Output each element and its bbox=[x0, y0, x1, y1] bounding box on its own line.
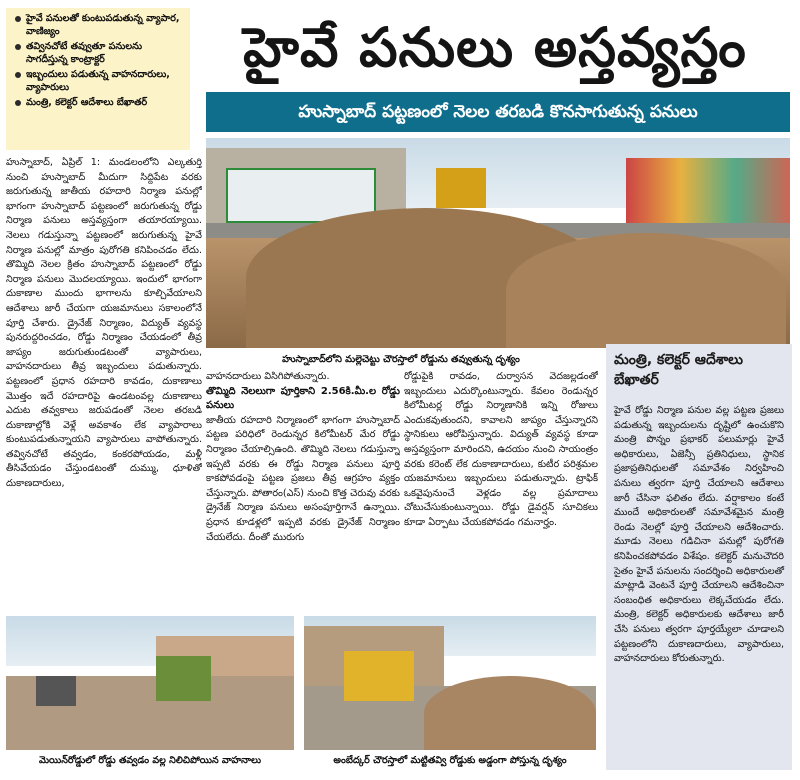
headline: హైవే పనులు అస్తవ్యస్తం bbox=[243, 15, 747, 79]
bottom-right-photo bbox=[304, 616, 596, 750]
article-text: హుస్నాబాద్, ఏప్రిల్ 1: మండలంలోని ఎల్కతుర్తి నుంచి హుస్నాబాద్ మీదుగా సిద్దిపేట వరకు జరుగుతున్న జాతీయ రహదారి నిర్మాణ పనుల్లో భాగంగా హుస్నాబాద్ పట్టణంలో జరుగుతున్న రోడ్డు నిర్మాణ పనులు అస్తవ్యస్తంగా తయారయ్యాయి. నెలలు గడుస్తున్నా పట్టణంలో జరుగుతున్న హైవే నిర్మాణ పనుల్లో మాత్రం పురోగతి కనిపించడం లేదు. తొమ్మిది నెలల క్రితం హుస్నాబాద్ పట్టణంలో రోడ్డు నిర్మాణ పనులు మొదలయ్యాయి. ఇందులో భాగంగా దుకాణాల ముందు భాగాలను కూల్చివేయాలని ఆదేశాలు జారీ చేయగా యజమానులు సకాలంలోనే పూర్తి చేశారు. డ్రైనేజ్ నిర్మాణం, విద్యుత్ వ్యవస్థ పునరుద్దరించడం, రోడ్డు నిర్మాణం చేయడంలో తీవ్ర జాప్యం జరుగుతుండటంతో వ్యాపారులు, వాహనదారులు తీవ్ర ఇబ్బందులు పడుతున్నారు. పట్టణంలో ప్రధాన రహదారి కావడం, దుకాణాలు మొత్తం ఇదే రహదారిపై ఉండటంవల్ల దుకాణాలు ఎదుట తవ్వకాలు జరుపడంతో నెలల తరబడి దుకాణాల్లోకి వెళ్లే అవకాశం లేక వ్యాపారాలు కుంటుపడుతున్నాయని వ్యాపారులు వాపోతున్నారు. తవ్వినచోటే తవ్వడం, కంకరపోయడం, మళ్లీ తీసివేయడం చేస్తుండటంతో దుమ్ము, ధూళితో దుకాణదారులు, bbox=[6, 157, 202, 490]
highlight-item: తవ్వినచోటే తవ్వుతూ పనులను సాగదీస్తున్న కాంట్రాక్టర్ bbox=[14, 40, 184, 66]
article-text: వాహనదారులు విసిగిపోతున్నారు. bbox=[206, 371, 330, 382]
main-photo-caption: హుస్నాబాద్‌లోని మల్లెచెట్టు చౌరస్తాలో రోడ్డును తవ్వుతున్న దృశ్యం bbox=[282, 354, 520, 365]
bottom-right-caption: అంబేద్కర్ చౌరస్తాలో మట్టితవ్వి రోడ్డుకు అడ్డంగా పోస్తున్న దృశ్యం bbox=[333, 755, 567, 766]
article-subheading: తొమ్మిది నెలలుగా పూర్తికాని 2.56కి.మీ.ల రోడ్డు పనులు bbox=[206, 385, 400, 412]
jcb-shape bbox=[344, 651, 414, 701]
article-column-2 bbox=[206, 370, 400, 606]
article-text: రోడ్డుపైకి రావడం, దుర్వాసన వెదజల్లడంతో ఇబ్బందులు ఎదుర్కొంటున్నారు. కేవలం రెండున్నర కిలోమీటర్ల రోడ్డు నిర్మాణానికి ఇన్ని రోజులు ఎందుకవుతుందని, కావాలని జాప్యం చేస్తున్నారని స్థానికులు ఆరోపిస్తున్నారు. విద్యుత్ వ్యవస్థ కూడా అస్తవ్యస్తంగా మారిందని, ఉదయం నుంచి సాయంత్రం వరకు కరెంట్ లేక దుకాణాదారులు, కుటీర పరిశ్రమల యజమానులు ఇబ్బందులు పడుతున్నారు. ట్రాఫిక్ ఒకవైపునుంచే వెళ్లడం వల్ల ప్రమాదాలు చోటుచేసుకుంటున్నాయి. రోడ్డు డైవర్షన్ సూచికలు కూడా ఏర్పాటు చేయకపోవడం గమనార్హం. bbox=[404, 371, 598, 528]
sidebar-text: హైవే రోడ్డు నిర్మాణ పనుల వల్ల పట్టణ ప్రజలు పడుతున్న ఇబ్బందులను దృష్టిలో ఉంచుకొని మంత్రి పొన్నం ప్రభాకర్ పలుమార్లు హైవే అధికారులు, ఏజెన్సీ ప్రతినిధులు, స్థానిక ప్రజాప్రతినిధులతో సమావేశం నిర్వహించి పనులు త్వరగా పూర్తి చేయాలని ఆదేశాలు జారీ చేసినా ఫలితం లేదు. వర్షాకాలం కంటే ముందే అధికారులతో సమావేశమైన మంత్రి రెండు నెలల్లో పూర్తి చేయాలని ఆదేశించారు. మూడు నెలలు గడిచినా పనుల్లో పురోగతి కనిపించకపోవడం విశేషం. కలెక్టర్ మనుచౌదరి సైతం హైవే పనులను సందర్శించి అధికారులతో మాట్లాడి వెంటనే పూర్తి చేయాలని ఆదేశించినా సంబంధిత అధికారులు లెక్కచేయడం లేదు. మంత్రి, కలెక్టర్ అధికారులకు ఆదేశాలు జారీ చేసి పనులు త్వరగా పూర్తయ్యేలా చూడాలని పట్టణంలోని దుకాణదారులు, వ్యాపారులు, వాహనదారులు కోరుతున్నారు. bbox=[614, 405, 784, 665]
article-text: జాతీయ రహదారి నిర్మాణంలో భాగంగా హుస్నాబాద్ పట్టణ పరిధిలో రెండున్నర కిలోమీటర్ మేర రోడ్డు నిర్మాణం చేయాల్సిఉంది. తొమ్మిది నెలలు గడుస్తున్నా ఇప్పటి వరకు ఈ రోడ్డు నిర్మాణ పనులు పూర్తి కాకపోవడంపై పట్టణ ప్రజలు తీవ్ర ఆగ్రహం వ్యక్తం చేస్తున్నారు. పోతారం(ఎస్) నుంచి కొత్త చెరువు వరకు డ్రైనేజ్ నిర్మాణ పనులు అసంపూర్తిగానే ఉన్నాయి. ప్రధాన కూడళ్లలో ఇప్పటి వరకు డ్రైనేజ్ నిర్మాణం చేయలేదు. దీంతో మురుగు bbox=[206, 414, 400, 543]
sidebar-body bbox=[606, 402, 792, 770]
main-photo bbox=[206, 138, 790, 348]
bottom-left-photo bbox=[6, 616, 294, 750]
highlights-list bbox=[14, 12, 184, 109]
highlight-item: మంత్రి, కలెక్టర్ ఆదేశాలు బేఖాతర్ bbox=[14, 96, 184, 109]
article-column-3 bbox=[404, 370, 598, 606]
highlight-item: ఇబ్బందులు పడుతున్న వాహనదారులు, వ్యాపారులు bbox=[14, 68, 184, 94]
highlights-box bbox=[6, 8, 190, 150]
excavator-shape bbox=[436, 168, 486, 208]
article-column-1 bbox=[6, 156, 202, 608]
highlight-item: హైవే పనులతో కుంటుపడుతున్న వ్యాపార, వాణిజ్యం bbox=[14, 12, 184, 38]
truck-shape bbox=[156, 656, 211, 701]
sidebar-title: మంత్రి, కలెక్టర్ ఆదేశాలు బేఖాతర్ bbox=[606, 344, 792, 402]
subheadline: హుస్నాబాద్ పట్టణంలో నెలల తరబడి కొనసాగుతున్న పనులు bbox=[206, 92, 790, 132]
bottom-left-caption: మెయిన్‌రోడ్డులో రోడ్డు తవ్వడం వల్ల నిలిచిపోయిన వాహనాలు bbox=[38, 755, 262, 766]
